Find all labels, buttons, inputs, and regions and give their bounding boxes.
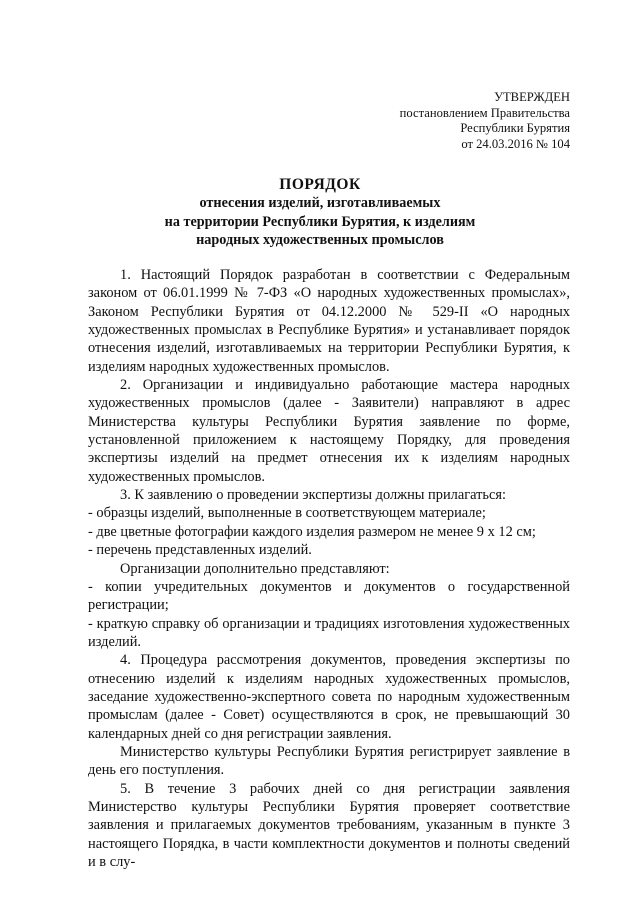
document-subtitle-line-3: народных художественных промыслов [196, 232, 444, 249]
approval-line-date-number: от 24.03.2016 № 104 [461, 136, 570, 151]
list-item: - две цветные фотографии каждого изделия размером не менее 9 х 12 см; [88, 523, 536, 540]
document-title-block [0, 176, 640, 250]
paragraph-4: 4. Процедура рассмотрения документов, проведения экспертизы по отнесению изделий к изделиям народных художественных промыслов, заседание художественно-экспертного совета по народным художественным промыслам (далее - Совет) осуществляются в срок, не превышающий 30 календарных дней со дня регистрации заявления. [88, 652, 570, 742]
paragraph-2: 2. Организации и индивидуально работающие мастера народных художественных промыслов (далее - Заявители) направляют в адрес Министерства культуры Республики Бурятия заявление по форме, установленной приложением к настоящему Порядку, для проведения экспертизы изделий на предмет отнесения их к изделиям народных художественных промыслов. [88, 377, 570, 485]
paragraph-organizations: Организации дополнительно представляют: [120, 560, 390, 577]
document-body [88, 266, 570, 871]
document-subtitle-line-2: на территории Республики Бурятия, к изделиям [164, 213, 476, 230]
paragraph-1: 1. Настоящий Порядок разработан в соответствии с Федеральным законом от 06.01.1999 № 7-ФЗ «О народных художественных промыслах», Законом Республики Бурятия от 04.12.2000 № 529-II «О народных художественных промыслах в Республике Бурятия» и устанавливает порядок отнесения изделий, изготавливаемых на территории Республики Бурятия, к изделиям народных художественных промыслов. [88, 267, 570, 375]
approval-line-government: Республики Бурятия [460, 121, 570, 136]
paragraph-registration: Министерство культуры Республики Бурятия регистрирует заявление в день его поступления. [88, 743, 570, 779]
approval-line-resolution: постановлением Правительства [399, 105, 570, 120]
approval-line-approved: УТВЕРЖДЕН [494, 90, 570, 104]
document-subtitle-line-1: отнесения изделий, изготавливаемых [199, 195, 441, 211]
list-item: - образцы изделий, выполненные в соответствующем материале; [88, 505, 486, 522]
paragraph-3: 3. К заявлению о проведении экспертизы должны прилагаться: [120, 487, 506, 504]
list-item: - краткую справку об организации и традициях изготовления художественных изделий. [88, 615, 570, 650]
paragraph-5: 5. В течение 3 рабочих дней со дня регистрации заявления Министерство культуры Республики Бурятия проверяет соответствие заявления и прилагаемых документов требованиям, указанным в пункте 3 настоящего Порядка, в части комплектности документов и полноты сведений и в слу- [88, 780, 570, 870]
list-item: - копии учредительных документов и документов о государственной регистрации; [88, 578, 570, 614]
list-item: - перечень представленных изделий. [88, 542, 312, 559]
approval-stamp [400, 90, 570, 152]
document-title: ПОРЯДОК [279, 176, 361, 193]
